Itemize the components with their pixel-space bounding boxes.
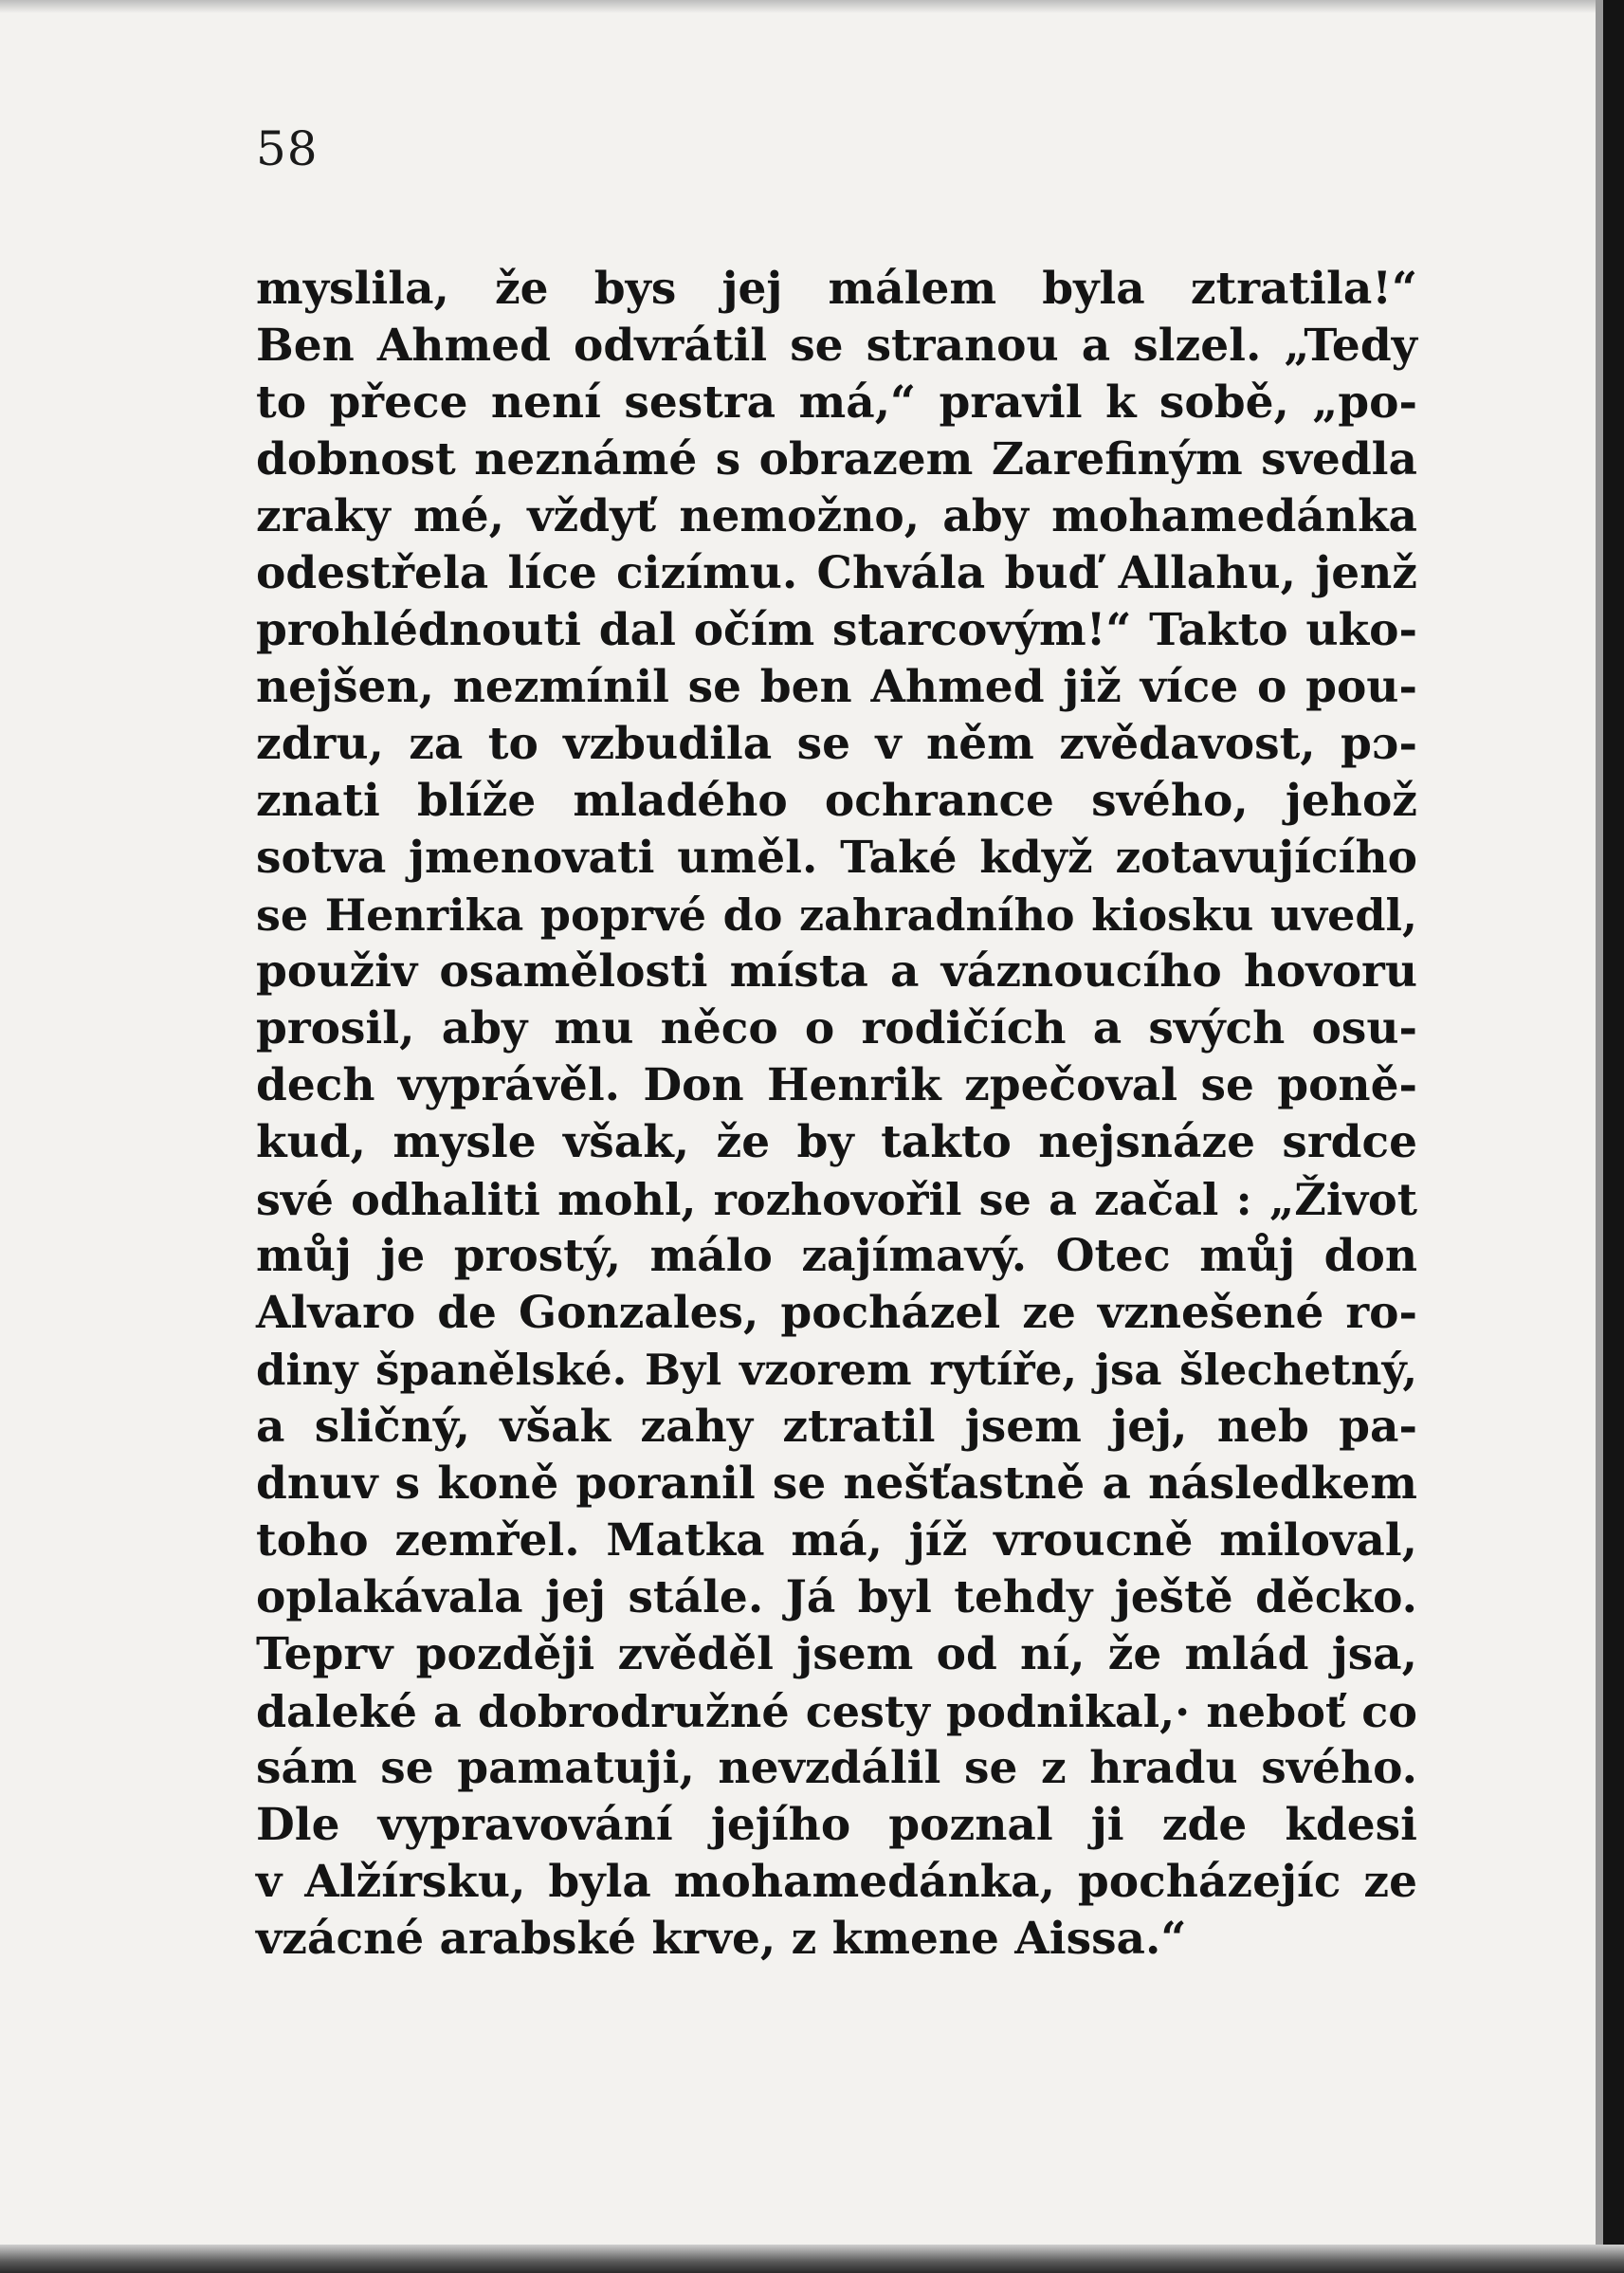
text-line: to přece není sestra má,“ pravil k sobě, „po- xyxy=(256,376,1417,429)
text-line: prosil, aby mu něco o rodičích a svých osu- xyxy=(256,1002,1417,1054)
text-line: použiv osamělosti místa a váznoucího hovoru xyxy=(256,945,1417,998)
page-bottom-edge xyxy=(0,2245,1624,2273)
text-line: kud, mysle však, že by takto nejsnáze srdce xyxy=(256,1116,1417,1168)
page-right-shadow xyxy=(1596,0,1603,2273)
text-line: oplakávala jej stále. Já byl tehdy ještě děcko. xyxy=(256,1571,1417,1623)
text-line: Teprv později zvěděl jsem od ní, že mlád jsa, xyxy=(256,1628,1417,1680)
text-line: daleké a dobrodružné cesty podnikal,· neboť co xyxy=(256,1686,1417,1737)
text-line: Dle vypravování jejího poznal ji zde kdesi xyxy=(256,1799,1417,1851)
text-line: odestřela líce cizímu. Chvála buď Allahu, jenž xyxy=(256,547,1417,599)
page-right-edge xyxy=(1603,0,1624,2273)
text-line: v Alžírsku, byla mohamedánka, pocházejíc ze xyxy=(256,1856,1417,1908)
page-number: 58 xyxy=(256,121,319,176)
text-line: myslila, že bys jej málem byla ztratila!“ xyxy=(256,263,1417,315)
text-line: sotva jmenovati uměl. Také když zotavujícího xyxy=(256,832,1417,884)
text-line: sám se pamatuji, nevzdálil se z hradu svého. xyxy=(256,1742,1417,1794)
text-line: dobnost neznámé s obrazem Zarefiným svedla xyxy=(256,433,1417,486)
text-line: vzácné arabské krve, z kmene Aissa.“ xyxy=(256,1913,1187,1965)
text-line: dech vyprávěl. Don Henrik zpečoval se poně- xyxy=(256,1059,1417,1111)
text-line: se Henrika poprvé do zahradního kiosku uvedl, xyxy=(256,889,1417,941)
text-line: a sličný, však zahy ztratil jsem jej, neb pa- xyxy=(256,1401,1417,1453)
text-line: Ben Ahmed odvrátil se stranou a slzel. „Tedy xyxy=(256,320,1417,372)
page-top-edge xyxy=(0,0,1624,13)
text-line: své odhaliti mohl, rozhovořil se a začal : „Život xyxy=(256,1174,1417,1225)
text-line: zdru, za to vzbudila se v něm zvědavost, pɔ- xyxy=(256,718,1417,770)
text-line: Alvaro de Gonzales, pocházel ze vznešené ro- xyxy=(256,1287,1417,1339)
text-line: prohlédnouti dal očím starcovým!“ Takto uko- xyxy=(256,604,1417,656)
text-line: znati blíže mladého ochrance svého, jehož xyxy=(256,775,1417,827)
text-line: toho zemřel. Matka má, jíž vroucně miloval, xyxy=(256,1514,1417,1567)
text-line: dnuv s koně poranil se nešťastně a následkem xyxy=(256,1457,1417,1510)
text-line: zraky mé, vždyť nemožno, aby mohamedánka xyxy=(256,490,1417,542)
text-line: nejšen, nezmínil se ben Ahmed již více o pou- xyxy=(256,661,1417,713)
body-text xyxy=(256,261,1417,1968)
text-line: můj je prostý, málo zajímavý. Otec můj don xyxy=(256,1230,1417,1282)
text-line: diny španělské. Byl vzorem rytíře, jsa šlechetný, xyxy=(256,1345,1417,1395)
